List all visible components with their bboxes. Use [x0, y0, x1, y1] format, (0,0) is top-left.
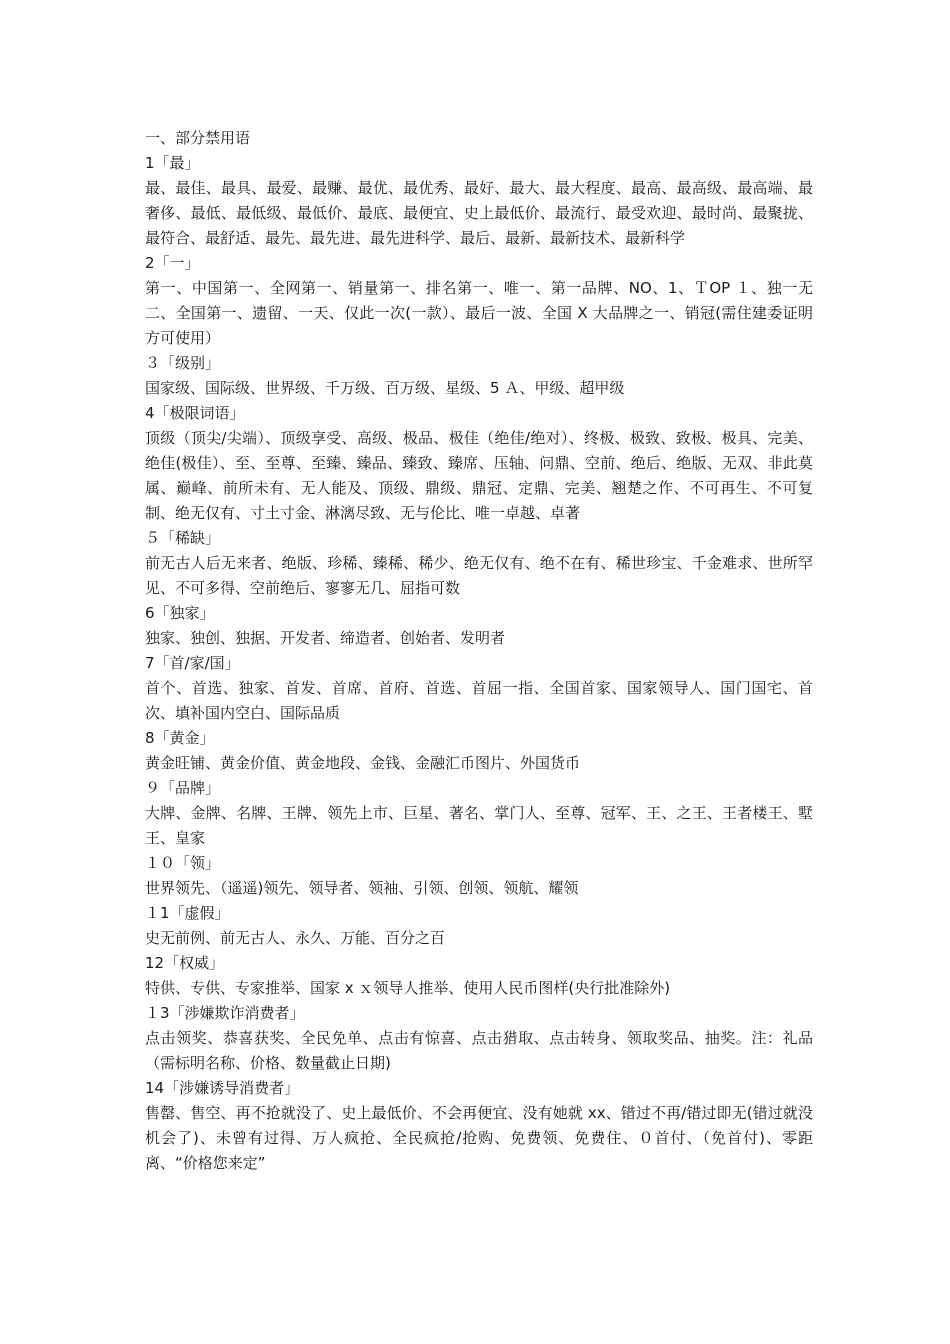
section-heading: 6「独家」	[145, 604, 215, 622]
section-heading: ９「品牌」	[145, 779, 221, 797]
document-page	[145, 126, 813, 1176]
section-body: 世界领先、（遥遥)领先、领导者、领袖、引领、创领、领航、耀领	[145, 879, 579, 897]
section-heading: 2「一」	[145, 254, 200, 272]
section-body: 前无古人后无来者、绝版、珍稀、臻稀、稀少、绝无仅有、绝不在有、稀世珍宝、千金难求、世所罕见、不可多得、空前绝后、寥寥无几、屈指可数	[145, 554, 813, 597]
document-title: 一、部分禁用语	[145, 129, 251, 147]
section-body: 首个、首选、独家、首发、首席、首府、首选、首屈一指、全国首家、国家领导人、国门国宅、首次、填补国内空白、国际品质	[145, 679, 813, 722]
section-body: 特供、专供、专家推举、国家 x ｘ领导人推举、使用人民币图样(央行批准除外)	[145, 979, 671, 997]
section-heading: １０「领」	[145, 854, 221, 872]
section-heading: １3「涉嫌欺诈消费者」	[145, 1004, 305, 1022]
section-heading: ５「稀缺」	[145, 529, 221, 547]
section-body: 第一、中国第一、全网第一、销量第一、排名第一、唯一、第一品牌、NO、1、ＴOP １、独一无二、全国第一、遗留、一天、仅此一次(一款）、最后一波、全国 X 大品牌之一、销冠(需住建委证明方可使用）	[145, 279, 813, 347]
sections-container	[145, 151, 813, 1176]
section-body: 最、最佳、最具、最爱、最赚、最优、最优秀、最好、最大、最大程度、最高、最高级、最高端、最奢侈、最低、最低级、最低价、最底、最便宜、史上最低价、最流行、最受欢迎、最时尚、最聚拢、最符合、最舒适、最先、最先进、最先进科学、最后、最新、最新技术、最新科学	[145, 179, 813, 247]
section-heading: ３「级别」	[145, 354, 221, 372]
section-heading: 14「涉嫌诱导消费者」	[145, 1079, 300, 1097]
section-body: 国家级、国际级、世界级、千万级、百万级、星级、5 Ａ、甲级、超甲级	[145, 379, 625, 397]
section-heading: 12「权威」	[145, 954, 225, 972]
section-heading: 4「极限词语」	[145, 404, 245, 422]
section-body: 售罄、售空、再不抢就没了、史上最低价、不会再便宜、没有她就 xx、错过不再/错过即无(错过就没机会了)、未曾有过得、万人疯抢、全民疯抢/抢购、免费领、免费住、０首付、（免首付)、零距离、“价格您来定”	[145, 1104, 813, 1172]
section-heading: 8「黄金」	[145, 729, 215, 747]
section-body: 点击领奖、恭喜获奖、全民免单、点击有惊喜、点击猎取、点击转身、领取奖品、抽奖。注：礼品（需标明名称、价格、数量截止日期)	[145, 1029, 813, 1072]
section-body: 大牌、金牌、名牌、王牌、领先上市、巨星、著名、掌门人、至尊、冠军、王、之王、王者楼王、墅王、皇家	[145, 804, 813, 847]
section-heading: 1「最」	[145, 154, 200, 172]
section-body: 独家、独创、独据、开发者、缔造者、创始者、发明者	[145, 629, 506, 647]
section-body: 黄金旺铺、黄金价值、黄金地段、金钱、金融汇币图片、外国货币	[145, 754, 581, 772]
section-heading: １1「虚假」	[145, 904, 230, 922]
section-body: 史无前例、前无古人、永久、万能、百分之百	[145, 929, 446, 947]
section-heading: 7「首/家/国」	[145, 654, 240, 672]
section-body: 顶级（顶尖/尖端）、顶级享受、高级、极品、极佳（绝佳/绝对）、终极、极致、致极、极具、完美、绝佳(极佳）、至、至尊、至臻、臻品、臻致、臻席、压轴、问鼎、空前、绝后、绝版、无双、非此莫属、巅峰、前所未有、无人能及、顶级、鼎级、鼎冠、定鼎、完美、翘楚之作、不可再生、不可复制、绝无仅有、寸土寸金、淋漓尽致、无与伦比、唯一卓越、卓著	[145, 429, 813, 522]
